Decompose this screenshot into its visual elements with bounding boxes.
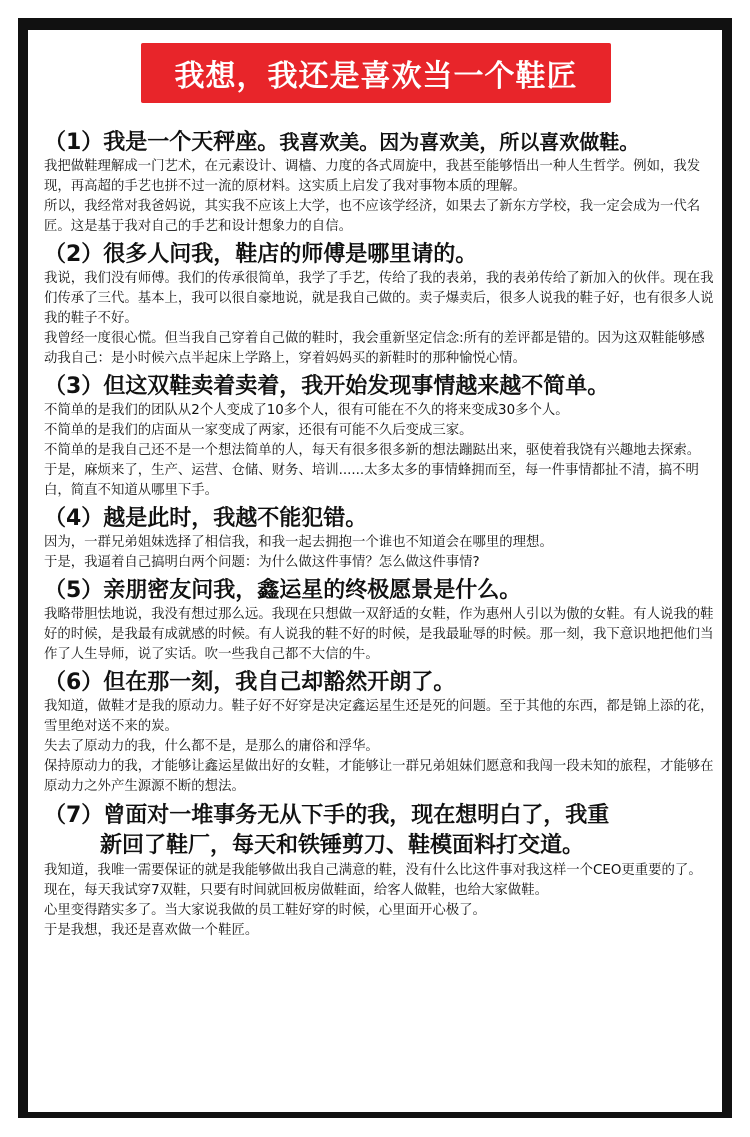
paragraph: 不简单的是我们的店面从一家变成了两家，还很有可能不久后变成三家。 (44, 423, 473, 438)
paragraph: 于是，我逼着自己搞明白两个问题：为什么做这件事情？怎么做这件事情? (44, 555, 480, 570)
paragraph: 我略带胆怯地说，我没有想过那么远。我现在只想做一双舒适的女鞋，作为惠州人引以为傲的女鞋。有人说我的鞋好的时候，是我最有成就感的时候。有人说我的鞋不好的时候，是我最耻辱的时候。那一刻，我下意识地把他们当作了人生导师，说了实话。吹一些我自己都不大信的牛。 (44, 607, 714, 662)
paragraph: 我把做鞋理解成一门艺术，在元素设计、调樯、力度的各式周旋中，我甚至能够悟出一种人生哲学。例如，我发现，再高超的手艺也拼不过一流的原材料。这实质上启发了我对事物本质的理解。 (44, 159, 701, 194)
section-heading-tail: 我喜欢美。因为喜欢美，所以喜欢做鞋。 (279, 130, 640, 154)
page-title: 我想，我还是喜欢当一个鞋匠 (174, 59, 578, 94)
paragraph: 因为，一群兄弟姐妹选择了相信我，和我一起去拥抱一个谁也不知道会在哪里的理想。 (44, 535, 553, 550)
section-heading: （5）亲朋密友问我，鑫运星的终极愿景是什么。 (44, 578, 522, 603)
paragraph: 我曾经一度很心慌。但当我自己穿着自己做的鞋时，我会重新坚定信念:所有的差评都是错的。因为这双鞋能够感动我自己：是小时候六点半起床上学路上，穿着妈妈买的新鞋时的那种愉悦心情。 (44, 331, 705, 366)
paragraph: 保持原动力的我，才能够让鑫运星做出好的女鞋，才能够让一群兄弟姐妹们愿意和我闯一段未知的旅程，才能够在原动力之外产生源源不断的想法。 (44, 759, 714, 794)
paragraph: 不简单的是我们的团队从2个人变成了10多个人，很有可能在不久的将来变成30多个人。 (44, 403, 569, 418)
paragraph: 所以，我经常对我爸妈说，其实我不应该上大学，也不应该学经济，如果去了新东方学校，我一定会成为一代名匠。这是基于我对自己的手艺和设计想象力的自信。 (44, 199, 701, 234)
paragraph: 失去了原动力的我，什么都不是，是那么的庸俗和浮华。 (44, 739, 379, 754)
section-heading-line1: （7）曾面对一堆事务无从下手的我，现在想明白了，我重 (44, 803, 610, 828)
section-heading: （2）很多人问我，鞋店的师傅是哪里请的。 (44, 242, 478, 267)
section-1 (44, 128, 716, 237)
article-content (44, 128, 716, 945)
section-7 (44, 801, 716, 941)
paragraph: 于是我想，我还是喜欢做一个鞋匠。 (44, 923, 259, 938)
paragraph: 现在，每天我试穿7双鞋，只要有时间就回板房做鞋面，给客人做鞋，也给大家做鞋。 (44, 883, 548, 898)
section-heading: （6）但在那一刻，我自己却豁然开朗了。 (44, 670, 456, 695)
paragraph: 于是，麻烦来了，生产、运营、仓储、财务、培训......太多太多的事情蜂拥而至，每一件事情都扯不清，搞不明白，简直不知道从哪里下手。 (44, 463, 699, 498)
section-heading-line2: 新回了鞋厂，每天和铁锤剪刀、鞋模面料打交道。 (100, 833, 585, 858)
section-2 (44, 241, 716, 369)
section-6 (44, 669, 716, 797)
section-heading: （1）我是一个天秤座。我喜欢美。因为喜欢美，所以喜欢做鞋。 (44, 130, 640, 155)
section-3 (44, 373, 716, 501)
section-5 (44, 577, 716, 665)
paragraph: 我说，我们没有师傅。我们的传承很简单，我学了手艺，传给了我的表弟，我的表弟传给了新加入的伙伴。现在我们传承了三代。基本上，我可以很自豪地说，就是我自己做的。卖子爆卖后，很多人说我的鞋子好，也有很多人说我的鞋子不好。 (44, 271, 714, 326)
section-heading: （4）越是此时，我越不能犯错。 (44, 506, 368, 531)
section-heading: （3）但这双鞋卖着卖着，我开始发现事情越来越不简单。 (44, 374, 610, 399)
paragraph: 心里变得踏实多了。当大家说我做的员工鞋好穿的时候，心里面开心极了。 (44, 903, 486, 918)
paragraph: 不简单的是我自己还不是一个想法简单的人，每天有很多很多新的想法蹦跶出来，驱使着我饶有兴趣地去探索。 (44, 443, 701, 458)
section-heading (44, 801, 716, 861)
paragraph: 我知道，我唯一需要保证的就是我能够做出我自己满意的鞋，没有什么比这件事对我这样一个CEO更重要的了。 (44, 863, 702, 878)
title-banner (141, 43, 611, 103)
paragraph: 我知道，做鞋才是我的原动力。鞋子好不好穿是决定鑫运星生还是死的问题。至于其他的东西，都是锦上添的花，雪里绝对送不来的炭。 (44, 699, 714, 734)
section-4 (44, 505, 716, 573)
